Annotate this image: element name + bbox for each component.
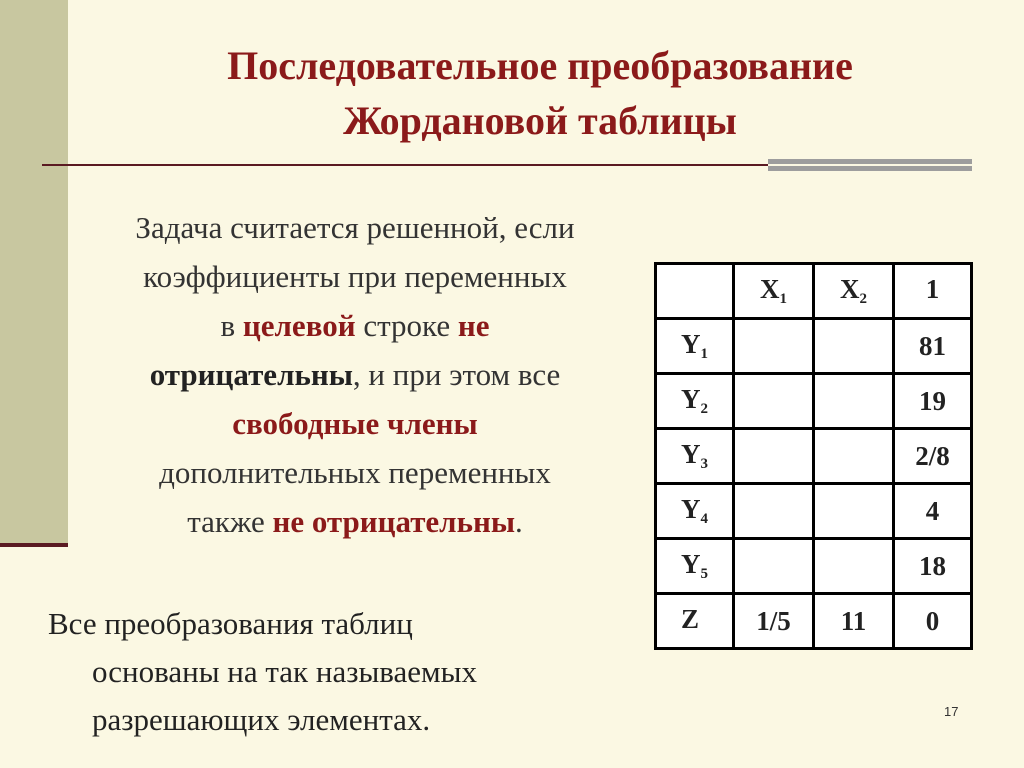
para-line-2: коэффициенты при переменных bbox=[143, 259, 567, 294]
table-cell: 0 bbox=[894, 594, 972, 649]
para-line-7 bbox=[60, 497, 650, 546]
table-cell: 19 bbox=[894, 374, 972, 429]
emphasis-not-negative: не отрицательны bbox=[272, 504, 516, 539]
side-decor-bar bbox=[0, 0, 68, 545]
para-text: в bbox=[220, 308, 243, 343]
table-cell bbox=[734, 539, 814, 594]
cell-letter: Y bbox=[681, 494, 701, 524]
cell-subscript: 4 bbox=[700, 511, 708, 527]
title-line-1: Последовательное преобразование bbox=[227, 43, 853, 88]
para-line-3 bbox=[60, 301, 650, 350]
para-text: , и при этом все bbox=[352, 357, 561, 392]
para-line-1: Задача считается решенной, если bbox=[135, 210, 575, 245]
title-line-2: Жордановой таблицы bbox=[343, 98, 737, 143]
row-header-cell bbox=[656, 484, 734, 539]
bottom-paragraph bbox=[48, 600, 608, 744]
table-header-cell bbox=[734, 264, 814, 319]
table-row bbox=[656, 319, 972, 374]
page-number: 17 bbox=[944, 704, 959, 719]
cell-subscript: 1 bbox=[700, 346, 708, 362]
table-cell: 2/8 bbox=[894, 429, 972, 484]
emphasis-free-terms: свободные члены bbox=[232, 406, 478, 441]
table-cell: 81 bbox=[894, 319, 972, 374]
row-header-cell bbox=[656, 374, 734, 429]
cell-letter: X bbox=[760, 274, 780, 304]
table-cell bbox=[734, 429, 814, 484]
table-header-cell bbox=[814, 264, 894, 319]
table-cell: 18 bbox=[894, 539, 972, 594]
cell-subscript: 1 bbox=[779, 291, 787, 307]
cell-subscript: 3 bbox=[700, 456, 708, 472]
side-decor-line bbox=[0, 543, 68, 547]
table-row bbox=[656, 429, 972, 484]
jordan-table bbox=[654, 262, 973, 650]
cell-subscript: 2 bbox=[859, 291, 867, 307]
cell-letter: X bbox=[840, 274, 860, 304]
cell-letter: Y bbox=[681, 439, 701, 469]
emphasis-negative: отрицательны bbox=[149, 357, 353, 392]
table-cell bbox=[814, 484, 894, 539]
emphasis-target: целевой bbox=[242, 308, 356, 343]
table-cell bbox=[734, 319, 814, 374]
table-cell bbox=[814, 374, 894, 429]
slide-title bbox=[60, 38, 1020, 148]
table-cell: 11 bbox=[814, 594, 894, 649]
row-header-cell bbox=[656, 539, 734, 594]
table-cell bbox=[814, 319, 894, 374]
para-text: . bbox=[515, 504, 523, 539]
cell-letter: Y bbox=[681, 549, 701, 579]
bottom-line-3: разрешающих элементах. bbox=[92, 702, 431, 737]
table-cell: 1/5 bbox=[734, 594, 814, 649]
cell-letter: Z bbox=[681, 604, 700, 634]
table-cell bbox=[814, 429, 894, 484]
condition-paragraph bbox=[60, 203, 650, 546]
table-header-cell bbox=[894, 264, 972, 319]
bottom-line-1: Все преобразования таблиц bbox=[48, 606, 413, 641]
table-cell bbox=[814, 539, 894, 594]
row-header-cell bbox=[656, 594, 734, 649]
title-divider bbox=[42, 164, 770, 166]
table-row bbox=[656, 484, 972, 539]
table-header-row bbox=[656, 264, 972, 319]
para-text: строке bbox=[355, 308, 458, 343]
cell-letter: Y bbox=[681, 384, 701, 414]
bottom-line-2: основаны на так называемых bbox=[92, 654, 477, 689]
cell-letter: Y bbox=[681, 329, 701, 359]
table-corner-cell bbox=[656, 264, 734, 319]
emphasis-not: не bbox=[457, 308, 490, 343]
para-line-5 bbox=[60, 399, 650, 448]
para-text: также bbox=[187, 504, 273, 539]
cell-subscript: 5 bbox=[700, 566, 708, 582]
title-divider-accent bbox=[768, 159, 972, 171]
table-cell bbox=[734, 374, 814, 429]
cell-letter: 1 bbox=[925, 274, 940, 304]
table-row bbox=[656, 539, 972, 594]
para-line-4 bbox=[60, 350, 650, 399]
cell-subscript: 2 bbox=[700, 401, 708, 417]
para-line-6: дополнительных переменных bbox=[159, 455, 551, 490]
row-header-cell bbox=[656, 319, 734, 374]
table-row bbox=[656, 374, 972, 429]
row-header-cell bbox=[656, 429, 734, 484]
table-row bbox=[656, 594, 972, 649]
table-cell bbox=[734, 484, 814, 539]
table-cell: 4 bbox=[894, 484, 972, 539]
